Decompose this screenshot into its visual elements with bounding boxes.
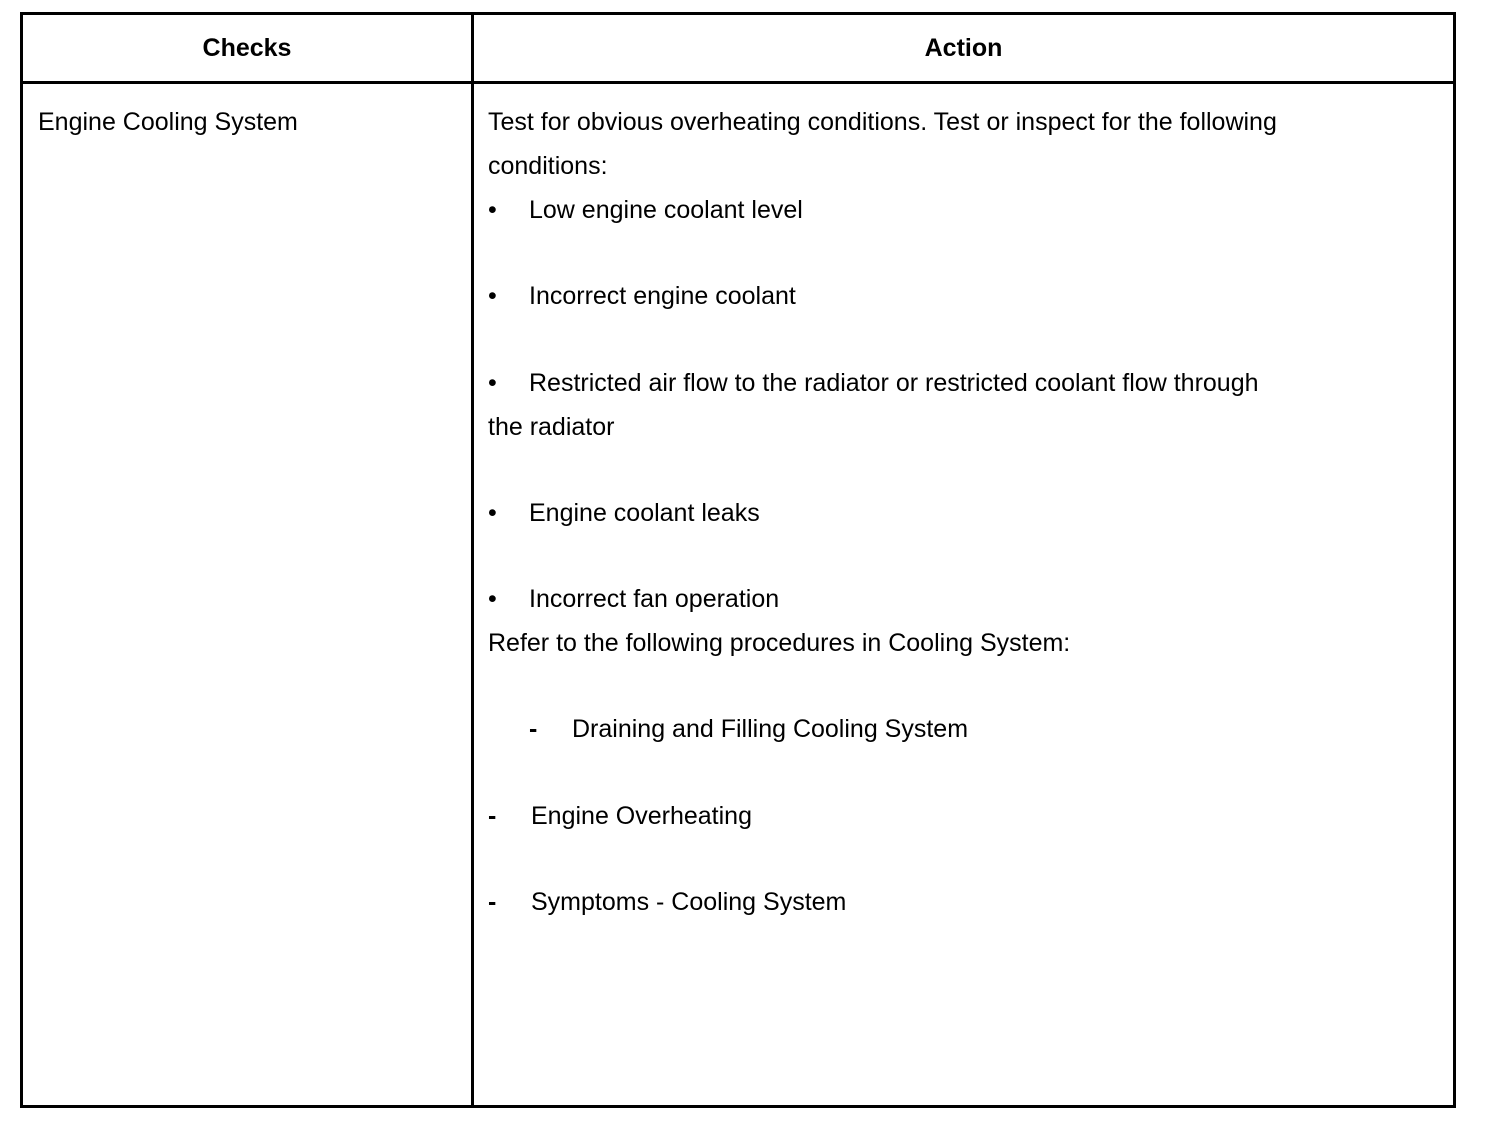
procedure-text: Engine Overheating xyxy=(531,802,752,830)
check-cell-engine-cooling-system: Engine Cooling System xyxy=(38,108,298,136)
bullet-text: Incorrect engine coolant xyxy=(529,282,796,310)
header-checks: Checks xyxy=(202,34,292,62)
procedure-item xyxy=(488,799,752,833)
bullet-item xyxy=(488,193,803,227)
action-intro-line-1: Test for obvious overheating conditions. Test or inspect for the following xyxy=(488,108,1277,136)
bullet-marker: • xyxy=(488,585,497,613)
dash-marker: - xyxy=(488,802,497,830)
dash-marker: - xyxy=(488,888,497,916)
bullet-continuation: the radiator xyxy=(488,413,615,441)
bullet-marker: • xyxy=(488,499,497,527)
bullet-marker: • xyxy=(488,196,497,224)
procedure-text: Symptoms - Cooling System xyxy=(531,888,847,916)
bullet-marker: • xyxy=(488,282,497,310)
bullet-marker: • xyxy=(488,369,497,397)
header-divider xyxy=(23,81,1453,84)
bullet-item xyxy=(488,366,1259,400)
bullet-item xyxy=(488,279,796,313)
bullet-text: Low engine coolant level xyxy=(529,196,803,224)
bullet-text: Restricted air flow to the radiator or restricted coolant flow through xyxy=(529,369,1259,397)
checks-action-table xyxy=(20,12,1456,1108)
procedure-text: Draining and Filling Cooling System xyxy=(572,715,969,743)
bullet-item xyxy=(488,582,779,616)
refer-text: Refer to the following procedures in Cooling System: xyxy=(488,629,1071,657)
procedure-item xyxy=(488,885,846,919)
column-divider xyxy=(471,15,474,1105)
procedure-item xyxy=(529,712,968,746)
action-intro-line-2: conditions: xyxy=(488,152,608,180)
dash-marker: - xyxy=(529,715,538,743)
bullet-text: Engine coolant leaks xyxy=(529,499,760,527)
bullet-item xyxy=(488,496,760,530)
header-action: Action xyxy=(924,34,1003,62)
bullet-text: Incorrect fan operation xyxy=(529,585,780,613)
